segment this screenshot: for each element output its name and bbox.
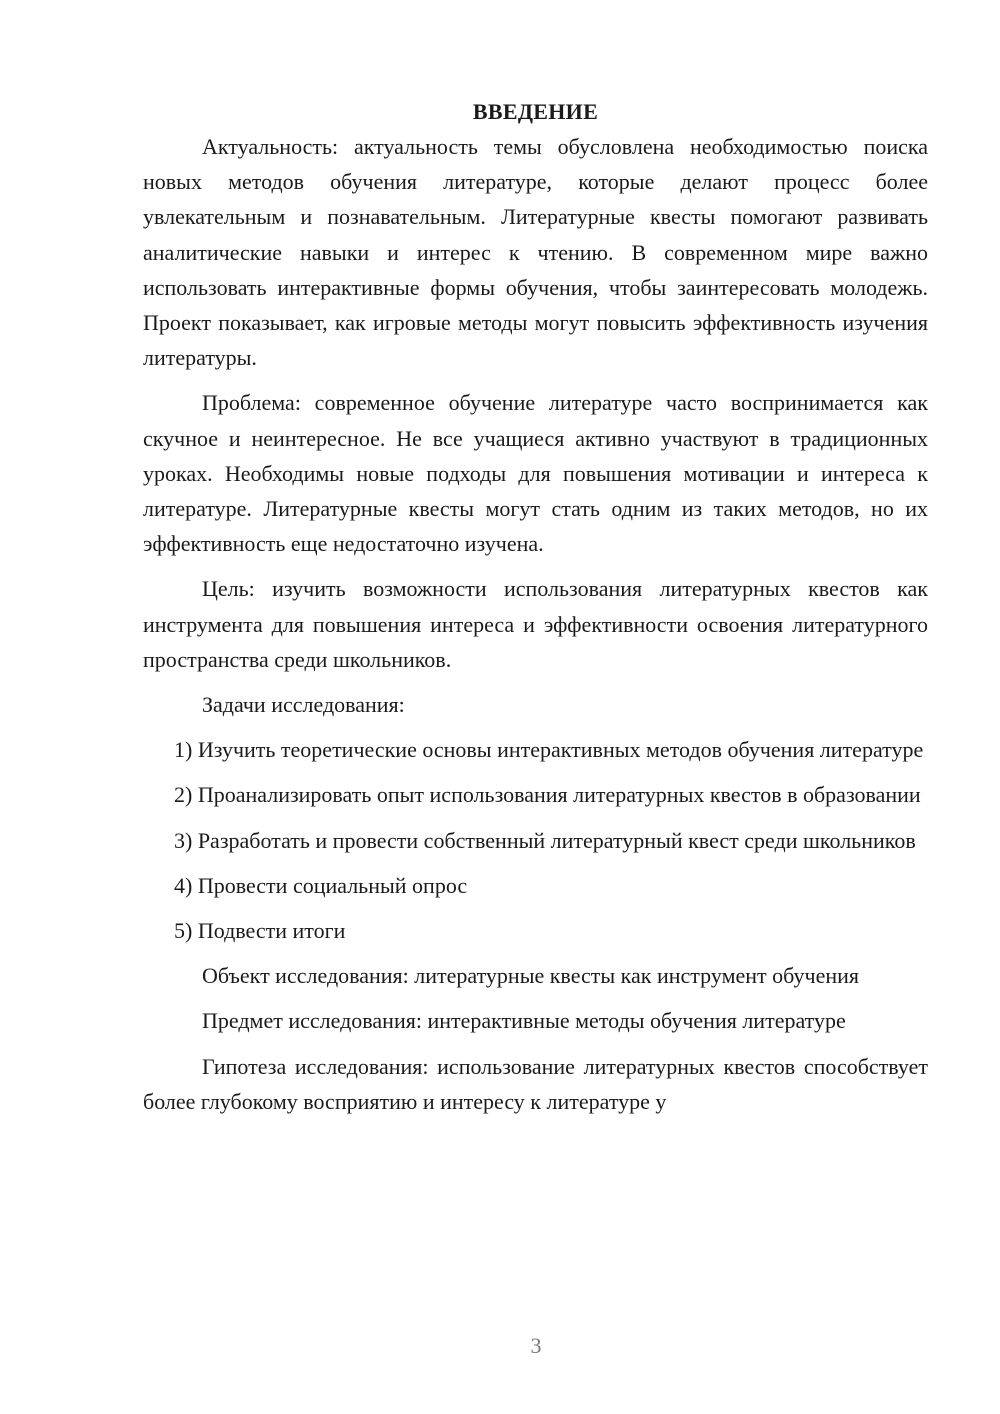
problem-paragraph: Проблема: современное обучение литературе часто воспринимается как скучное и неинтересное. Не все учащиеся активно участвуют в традиционных уроках. Необходимы новые подходы для повышения мотивации и интереса к литературе. Литературные квесты могут стать одним из таких методов, но их эффективность еще недостаточно изучена. <box>143 390 928 557</box>
page-content <box>143 94 928 1129</box>
tasks-heading: Задачи исследования: <box>202 692 405 718</box>
subject-paragraph: Предмет исследования: интерактивные методы обучения литературе <box>202 1008 846 1034</box>
page-number: 3 <box>530 1333 542 1358</box>
task-item-2: 2) Проанализировать опыт использования литературных квестов в образовании <box>174 782 921 808</box>
goal-paragraph: Цель: изучить возможности использования литературных квестов как инструмента для повышения интереса и эффективности освоения литературного пространства среди школьников. <box>143 576 928 672</box>
task-item-1: 1) Изучить теоретические основы интерактивных методов обучения литературе <box>174 737 924 763</box>
task-item-5: 5) Подвести итоги <box>174 918 346 944</box>
object-paragraph: Объект исследования: литературные квесты как инструмент обучения <box>202 963 860 989</box>
task-item-4: 4) Провести социальный опрос <box>174 872 468 898</box>
section-title: ВВЕДЕНИЕ <box>472 99 599 124</box>
hypothesis-paragraph: Гипотеза исследования: использование литературных квестов способствует более глубокому восприятию и интересу к литературе у <box>143 1053 928 1114</box>
task-item-3: 3) Разработать и провести собственный литературный квест среди школьников <box>174 827 916 853</box>
relevance-paragraph: Актуальность: актуальность темы обусловлена необходимостью поиска новых методов обучения литературе, которые делают процесс более увлекательным и познавательным. Литературные квесты помогают развивать аналитические навыки и интерес к чтению. В современном мире важно использовать интерактивные формы обучения, чтобы заинтересовать молодежь. Проект показывает, как игровые методы могут повысить эффективность изучения литературы. <box>143 134 928 371</box>
